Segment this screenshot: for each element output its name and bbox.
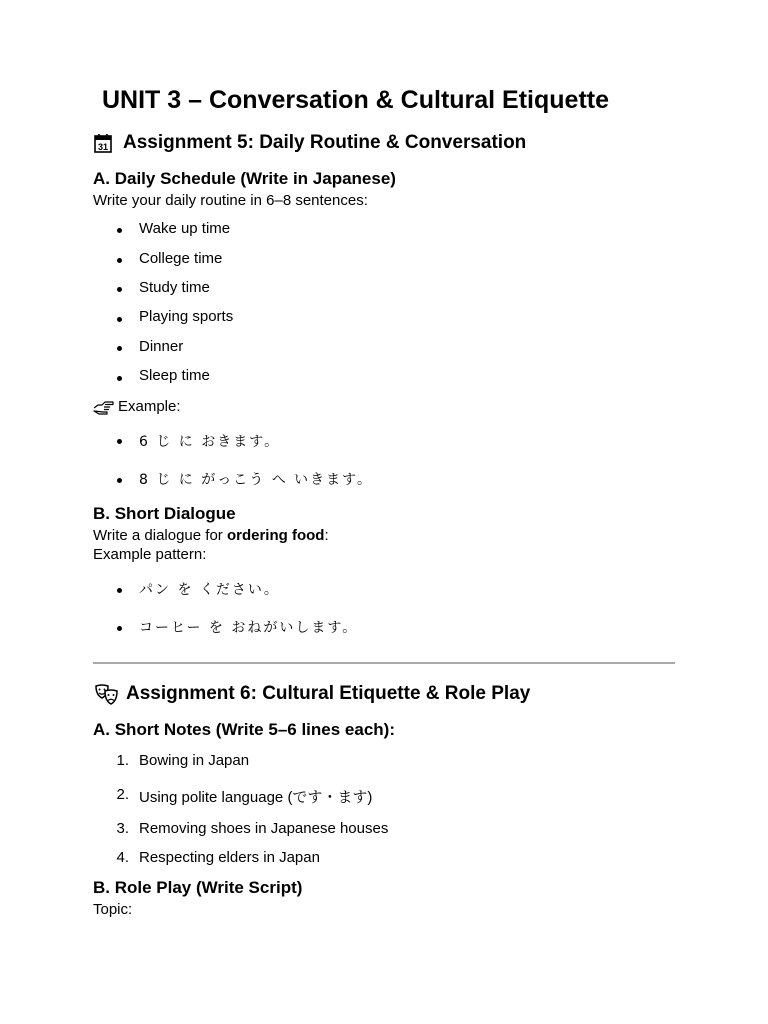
topic-label: Topic: (93, 901, 133, 918)
bullet (117, 478, 122, 483)
bullet (117, 588, 122, 593)
dialogue-example: パン を ください。 (139, 582, 280, 598)
assignment-5-title: Assignment 5: Daily Routine & Conversation (123, 132, 527, 153)
list-number: 2. (116, 786, 129, 803)
calendar-day: 31 (97, 142, 109, 152)
list-item: Study time (139, 279, 210, 296)
list-item: College time (139, 250, 223, 267)
numbered-item: Using polite language (です・ます) (139, 789, 373, 806)
list-item: Playing sports (139, 308, 234, 325)
bullet (117, 626, 122, 631)
example-label: Example: (118, 398, 181, 415)
example-sentence: 6 じ に おきます。 (139, 434, 281, 450)
bullet (117, 287, 122, 292)
bullet (117, 439, 122, 444)
list-number: 3. (116, 820, 129, 837)
bullet (117, 376, 122, 381)
list-number: 4. (116, 849, 129, 866)
bullet (117, 228, 122, 233)
notes-heading: A. Short Notes (Write 5–6 lines each): (93, 720, 395, 739)
list-number: 1. (116, 752, 129, 769)
section-b-heading: B. Short Dialogue (93, 504, 236, 523)
bullet (117, 346, 122, 351)
section-a-heading: A. Daily Schedule (Write in Japanese) (93, 169, 396, 188)
numbered-item: Respecting elders in Japan (139, 849, 320, 866)
section-a-instruction: Write your daily routine in 6–8 sentences: (93, 192, 368, 209)
calendar-icon (94, 133, 112, 153)
bullet (117, 317, 122, 322)
list-item: Dinner (139, 338, 184, 355)
section-b-instruction (93, 527, 329, 544)
bullet (117, 258, 122, 263)
pattern-label: Example pattern: (93, 546, 207, 563)
pointing-hand-icon (93, 399, 115, 415)
instruction-emphasis: ordering food (226, 527, 325, 544)
example-sentence: 8 じ に がっこう へ いきます。 (139, 472, 374, 488)
unit-title: UNIT 3 – Conversation & Cultural Etiquette (102, 86, 610, 114)
list-item: Wake up time (139, 220, 231, 237)
numbered-item: Removing shoes in Japanese houses (139, 820, 389, 837)
numbered-item: Bowing in Japan (139, 752, 250, 769)
dialogue-example: コーヒー を おねがいします。 (139, 620, 359, 636)
section-divider (93, 662, 675, 664)
role-play-heading: B. Role Play (Write Script) (93, 878, 303, 897)
instruction-prefix: Write a dialogue for (93, 527, 227, 544)
instruction-suffix: : (324, 527, 329, 544)
theater-masks-icon (94, 683, 120, 707)
assignment-6-title: Assignment 6: Cultural Etiquette & Role Play (126, 683, 531, 704)
list-item: Sleep time (139, 367, 210, 384)
